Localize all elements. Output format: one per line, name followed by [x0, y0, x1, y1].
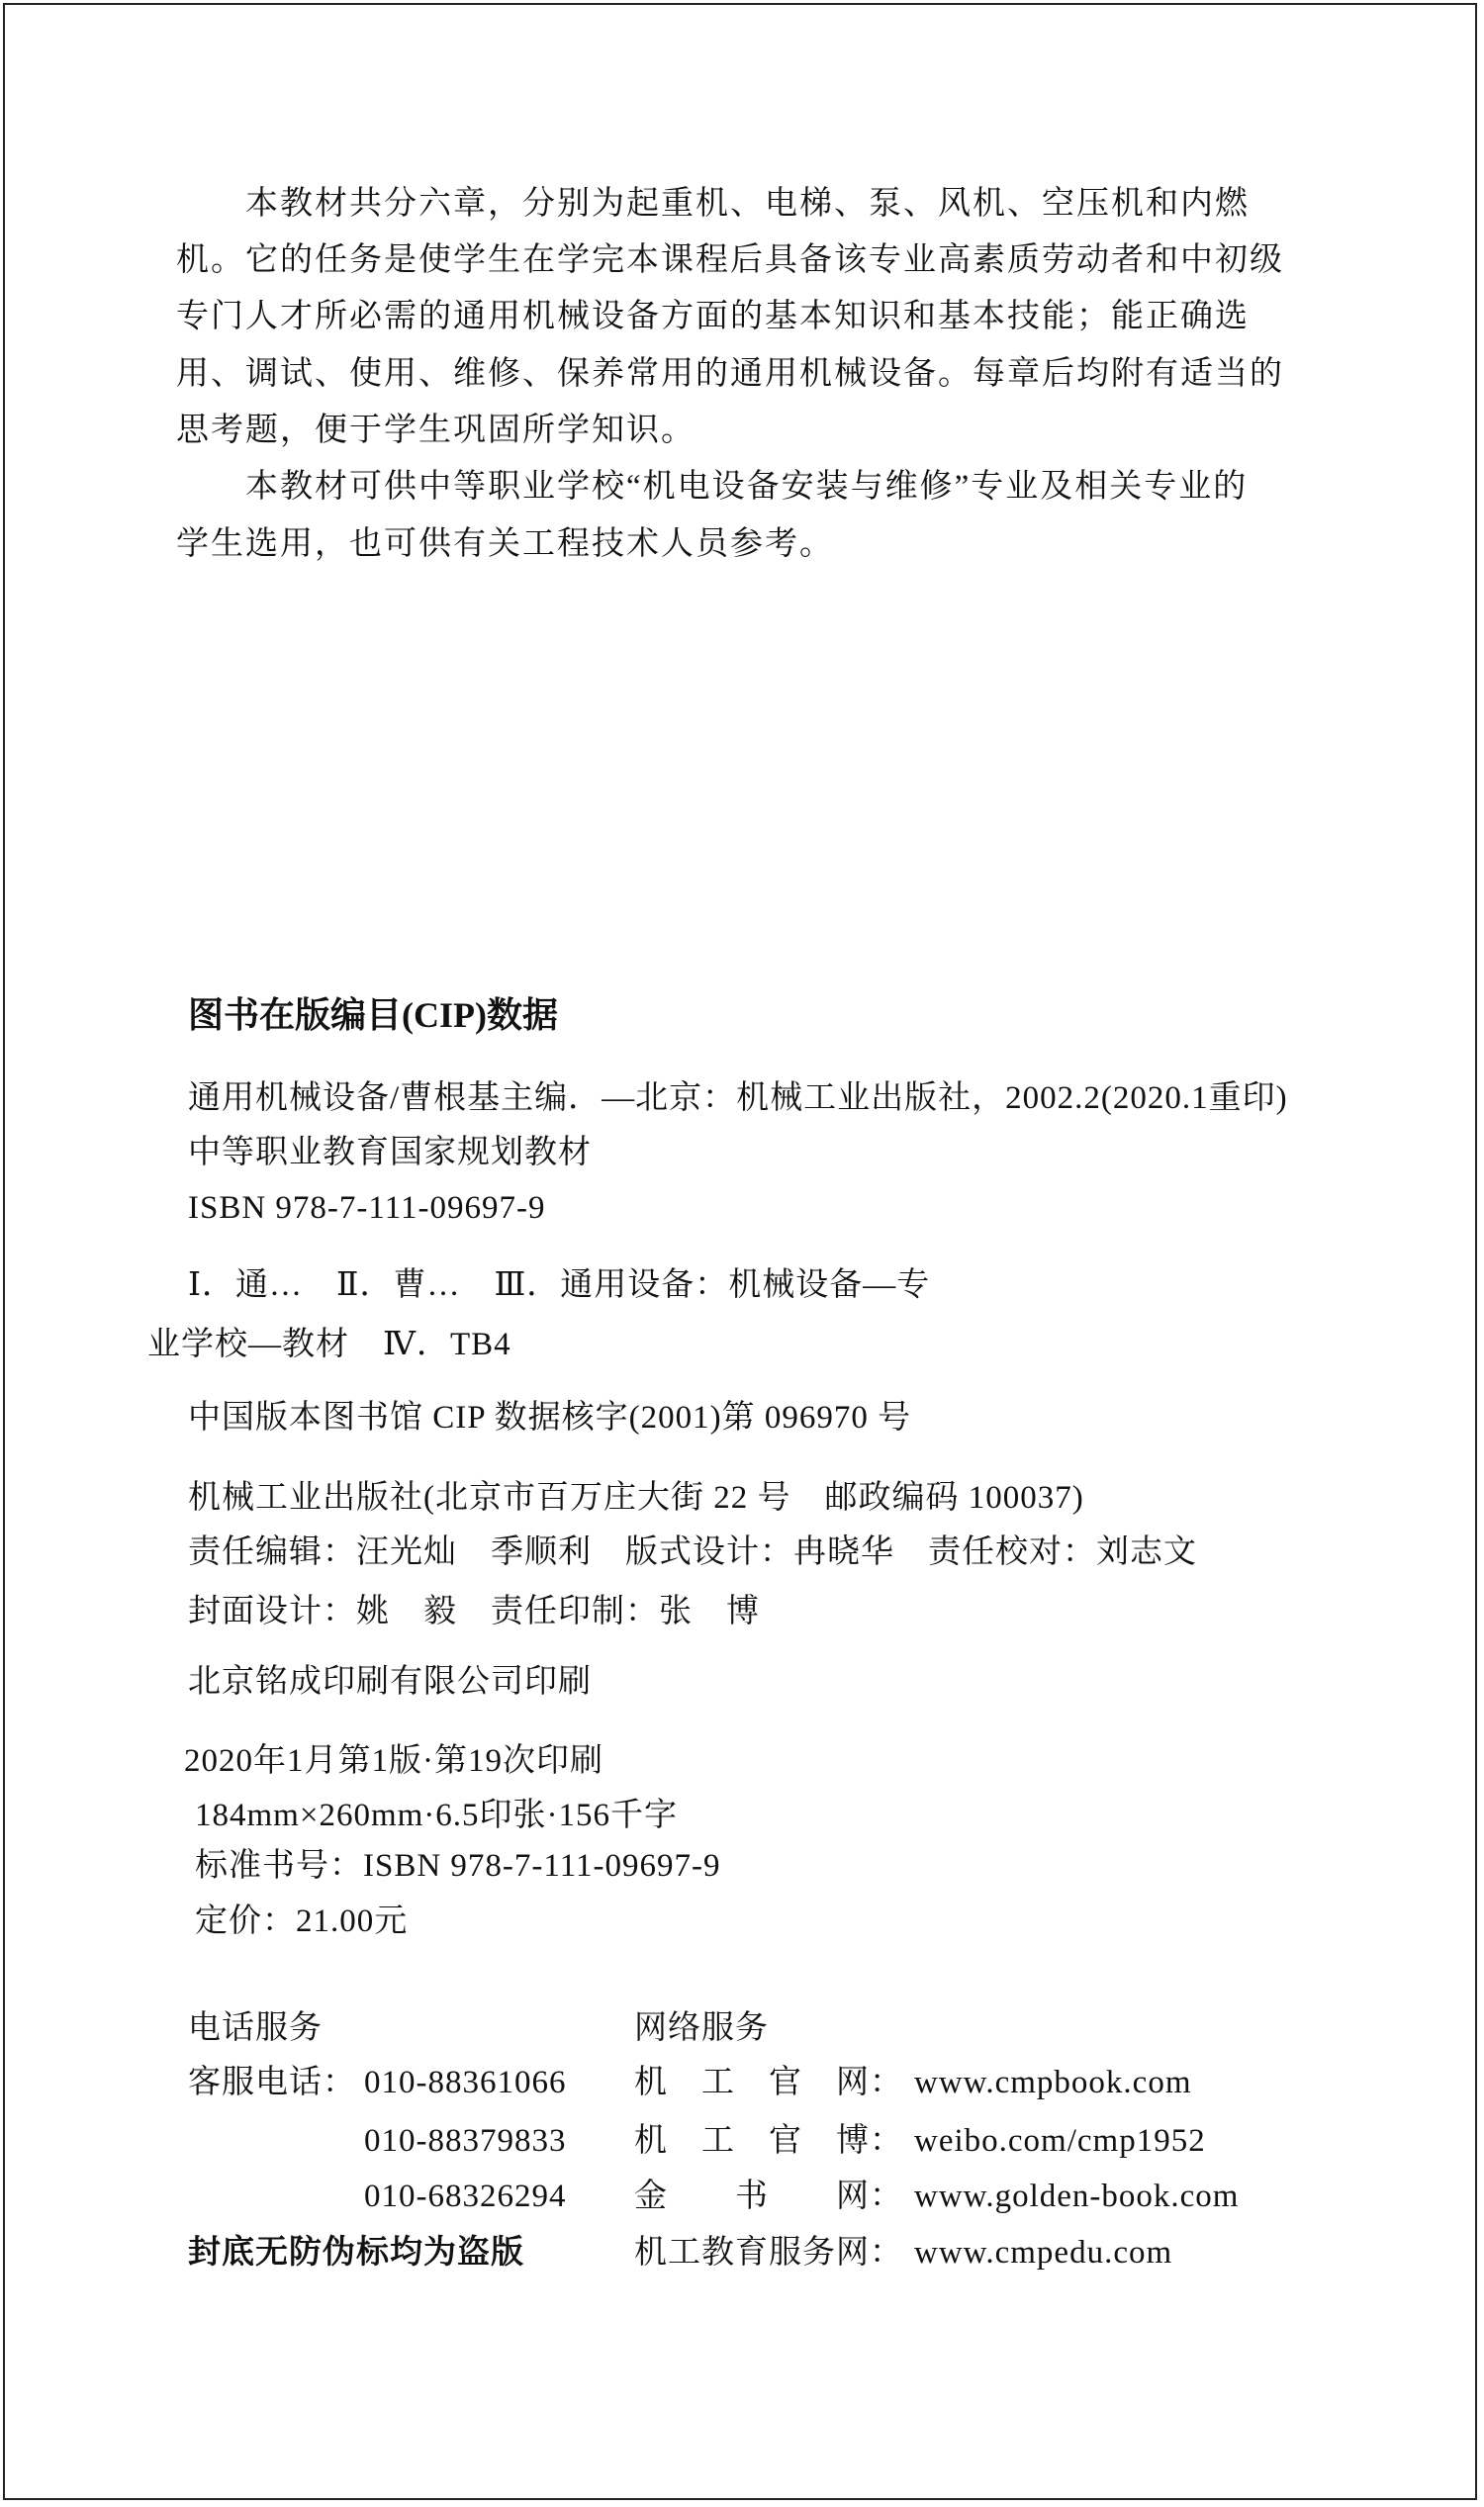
web-heading: 网络服务: [634, 2010, 769, 2046]
phone-number: 010-88379833: [364, 2123, 567, 2159]
phone-number: 010-68326294: [364, 2179, 567, 2214]
cover-design: 封面设计：姚 毅 责任印制：张 博: [188, 1594, 760, 1629]
intro-line: 学生选用，也可供有关工程技术人员参考。: [176, 526, 834, 562]
anti-piracy-notice: 封底无防伪标均为盗版: [188, 2235, 524, 2271]
web-label: 机 工 官 网：: [634, 2065, 903, 2100]
web-link[interactable]: www.cmpbook.com: [914, 2065, 1192, 2100]
cip-entry: 通用机械设备/曹根基主编．—北京：机械工业出版社，2002.2(2020.1重印): [188, 1080, 1288, 1116]
format: 184mm×260mm·6.5印张·156千字: [195, 1798, 679, 1833]
phone-heading: 电话服务: [188, 2010, 323, 2046]
publisher-address: 机械工业出版社(北京市百万庄大街 22 号 邮政编码 100037): [188, 1480, 1084, 1516]
cip-subjects: Ⅰ．通… Ⅱ．曹… Ⅲ．通用设备：机械设备—专: [188, 1267, 931, 1303]
editors: 责任编辑：汪光灿 季顺利 版式设计：冉晓华 责任校对：刘志文: [188, 1534, 1197, 1570]
web-label: 金 书 网：: [634, 2179, 903, 2214]
cip-number: 中国版本图书馆 CIP 数据核字(2001)第 096970 号: [188, 1400, 912, 1436]
intro-line: 思考题，便于学生巩固所学知识。: [176, 413, 696, 448]
web-label: 机 工 官 博：: [634, 2123, 903, 2159]
printer: 北京铭成印刷有限公司印刷: [188, 1664, 592, 1700]
web-link[interactable]: www.golden-book.com: [914, 2179, 1240, 2214]
intro-line: 用、调试、使用、维修、保养常用的通用机械设备。每章后均附有适当的: [176, 356, 1284, 392]
intro-line: 本教材共分六章，分别为起重机、电梯、泵、风机、空压机和内燃: [245, 186, 1250, 222]
web-link[interactable]: weibo.com/cmp1952: [914, 2123, 1206, 2159]
standard-number: 标准书号：ISBN 978-7-111-09697-9: [195, 1848, 721, 1884]
cip-subjects: 业学校—教材 Ⅳ．TB4: [147, 1327, 511, 1362]
web-link[interactable]: www.cmpedu.com: [914, 2235, 1173, 2271]
web-label: 机工教育服务网：: [634, 2235, 903, 2271]
edition: 2020年1月第1版·第19次印刷: [184, 1743, 603, 1779]
intro-line: 专门人才所必需的通用机械设备方面的基本知识和基本技能；能正确选: [176, 299, 1250, 334]
price: 定价：21.00元: [195, 1903, 409, 1939]
phone-number: 010-88361066: [364, 2065, 567, 2100]
intro-line: 机。它的任务是使学生在学完本课程后具备该专业高素质劳动者和中初级: [176, 242, 1284, 278]
cip-isbn: ISBN 978-7-111-09697-9: [188, 1190, 546, 1226]
phone-label: 客服电话：: [188, 2065, 356, 2100]
intro-line: 本教材可供中等职业学校“机电设备安装与维修”专业及相关专业的: [245, 469, 1249, 505]
cip-series: 中等职业教育国家规划教材: [188, 1135, 592, 1170]
cip-title: 图书在版编目(CIP)数据: [188, 995, 558, 1035]
